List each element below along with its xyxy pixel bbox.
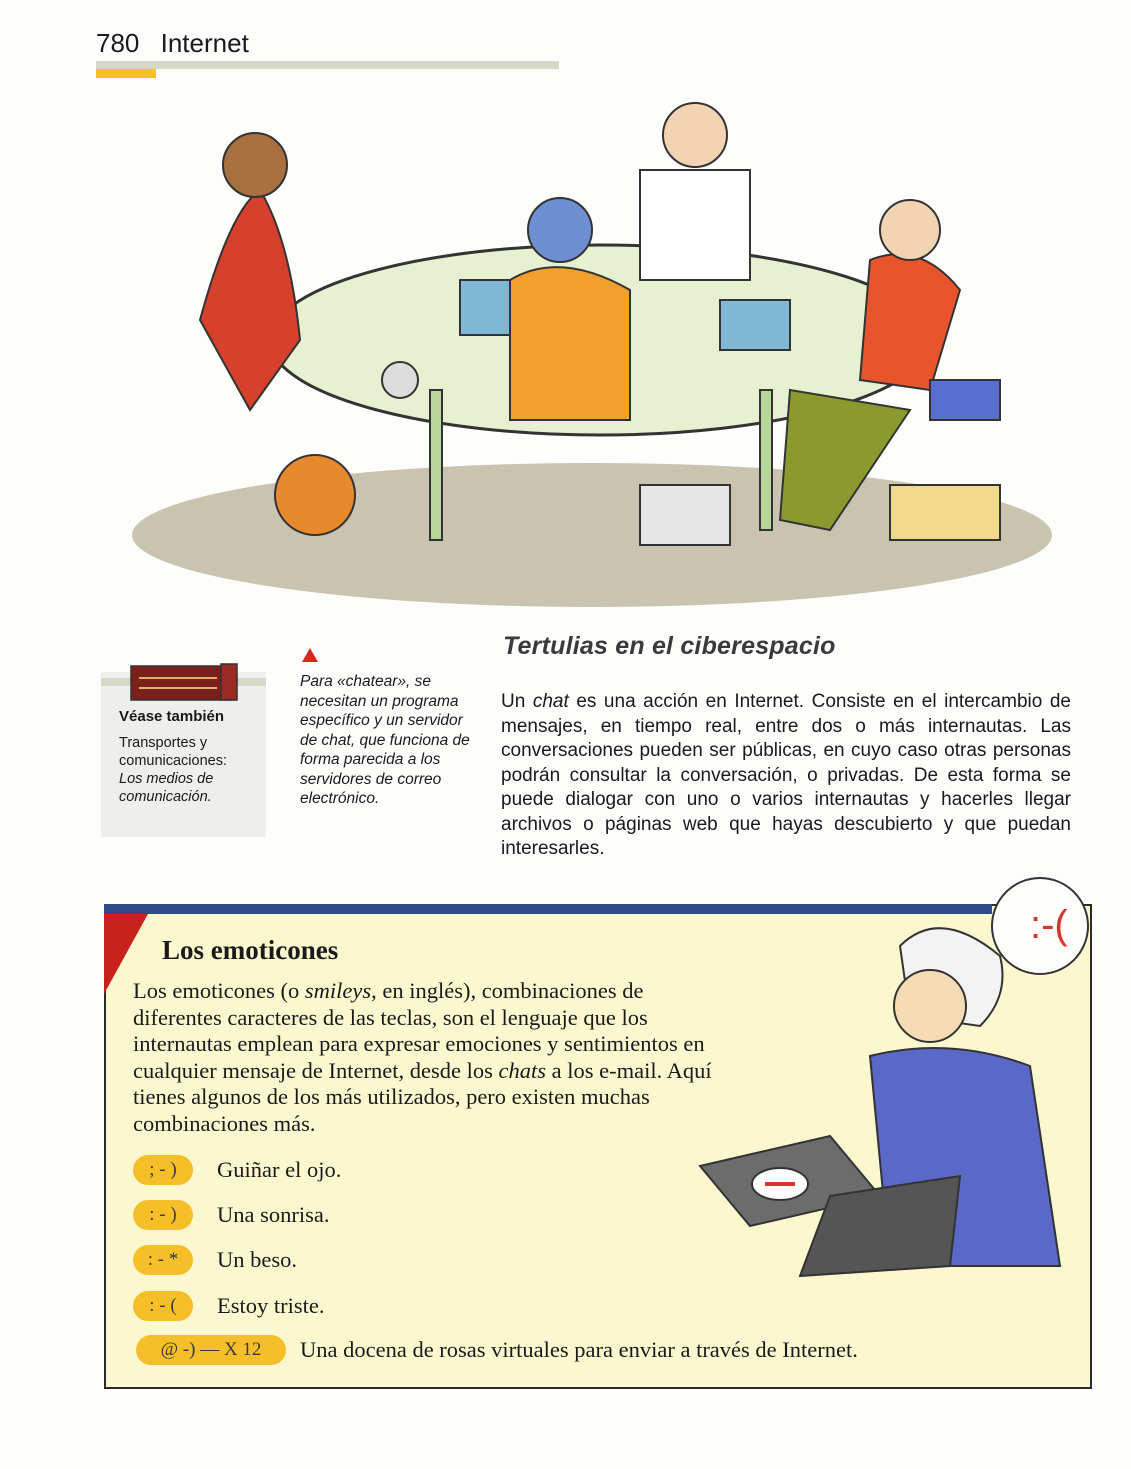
see-also-box <box>101 672 266 837</box>
intro-a: Los emoticones (o <box>133 978 305 1003</box>
see-also-line1: Transportes y <box>119 735 208 751</box>
side-caption: Para «chatear», se necesitan un programa específico y un servidor de chat, que funciona de forma parecida a los servidores de correo electrónico. <box>300 673 470 807</box>
emoticon-symbol: : - ( <box>133 1291 193 1321</box>
intro-c: a los e-mail. Aquí tienes algunos de los más utilizados, pero existen muchas combinaciones más. <box>133 1057 712 1136</box>
see-also-link[interactable]: Los medios de comunicación. <box>119 771 214 805</box>
intro-b: , en inglés), combinaciones de diferentes caracteres de las teclas, son el lenguaje que los internautas emplean para expresar emociones y sentimientos en cualquier mensaje de Internet, desde los <box>133 978 705 1083</box>
section-name: Internet <box>160 28 249 58</box>
chat-room-illustration <box>130 90 1055 610</box>
emoticons-title: Los emoticones <box>162 935 339 965</box>
emoticon-item <box>136 1333 858 1367</box>
header-rule <box>96 61 559 69</box>
emoticon-item <box>133 1289 325 1323</box>
emoticon-meaning: Una docena de rosas virtuales para enviar a través de Internet. <box>300 1337 858 1362</box>
book-icon <box>129 660 239 704</box>
caption-arrow-icon <box>302 648 318 662</box>
emoticon-meaning: Guiñar el ojo. <box>217 1157 342 1182</box>
article-text: es una acción en Internet. Consiste en el intercambio de mensajes, en tiempo real, entre dos o más internautas. Las conversaciones pueden ser públicas, en cuyo caso otras personas podrán consultar la conversación, o privadas. De esta forma se puede dialogar con uno o varios internautas y hacerles llegar archivos o páginas web que hayas descubierto y que puedan interesarles. <box>501 691 1071 859</box>
see-also-body <box>119 734 264 806</box>
emoticon-item <box>133 1198 329 1232</box>
emoticon-symbol: : - ) <box>133 1200 193 1230</box>
article-pre: Un <box>501 691 533 712</box>
article-body <box>501 690 1071 862</box>
emoticon-meaning: Un beso. <box>217 1247 297 1272</box>
chat-word: chat <box>532 691 569 712</box>
svg-text::-(: :-( <box>1030 903 1068 947</box>
page-header <box>96 28 249 59</box>
intro-smileys: smileys <box>304 978 372 1003</box>
emoticon-meaning: Estoy triste. <box>217 1293 325 1318</box>
page-number: 780 <box>96 28 140 58</box>
emoticons-intro <box>133 978 713 1137</box>
emoticon-symbol: @ -) — X 12 <box>136 1335 286 1365</box>
see-also-line2: comunicaciones: <box>119 753 227 769</box>
emoticon-symbol: : - * <box>133 1245 193 1275</box>
emoticon-symbol: ; - ) <box>133 1155 193 1185</box>
see-also-title: Véase también <box>119 708 225 725</box>
header-accent <box>96 69 156 78</box>
emoticon-item <box>133 1243 297 1277</box>
emoticon-meaning: Una sonrisa. <box>217 1202 330 1227</box>
wigged-man-laptop-illustration <box>680 866 1100 1296</box>
emoticon-item <box>133 1153 341 1187</box>
intro-chats: chats <box>498 1057 546 1083</box>
article-title: Tertulias en el ciberespacio <box>503 632 836 660</box>
